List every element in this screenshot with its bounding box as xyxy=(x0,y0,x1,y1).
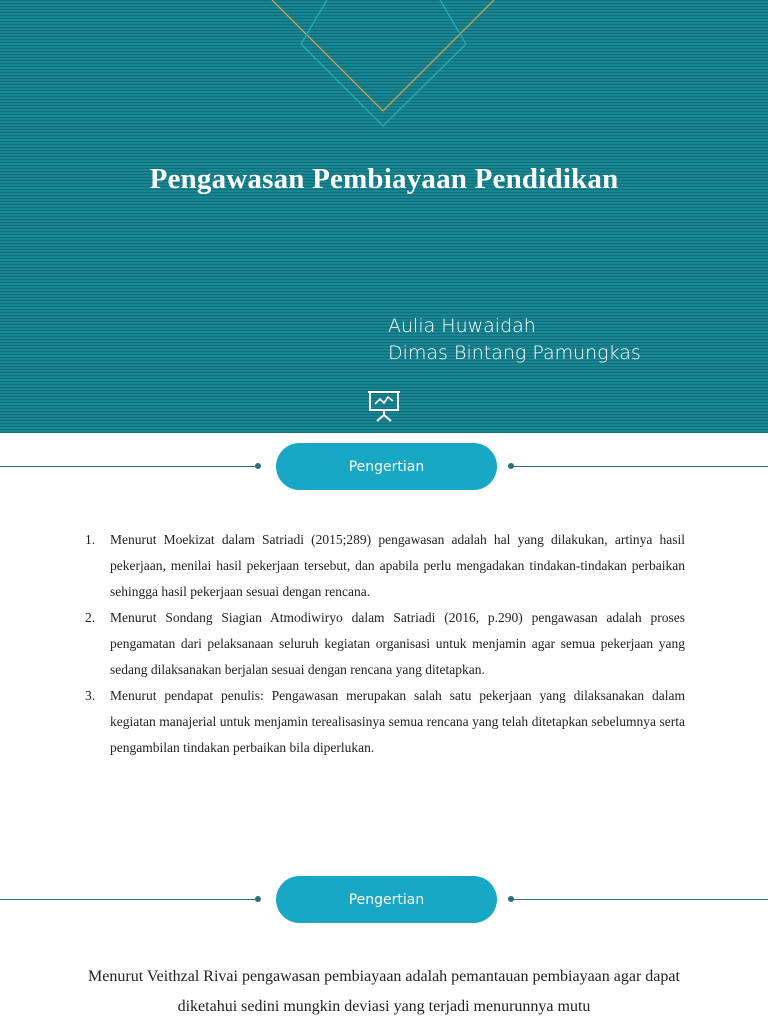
teal-diamond-outline xyxy=(301,0,466,126)
divider-dot xyxy=(255,896,261,902)
slide-title: Pengawasan Pembiayaan Pendidikan xyxy=(149,163,619,195)
decorative-diamonds xyxy=(0,0,768,433)
list-item xyxy=(85,605,685,683)
divider-line-right xyxy=(511,899,768,900)
definition-paragraph: Menurut Veithzal Rivai pengawasan pembiayaan adalah pemantauan pembiayaan agar dapat diketahui sedini mungkin deviasi yang terjadi menurunnya mutu xyxy=(88,968,680,1015)
section-label-button[interactable]: Pengertian xyxy=(276,876,497,923)
list-number: 1. xyxy=(85,532,96,547)
section-header xyxy=(0,876,768,924)
divider-line-right xyxy=(511,466,768,467)
divider-dot xyxy=(255,463,261,469)
list-item-text: Menurut Sondang Siagian Atmodiwiryo dalam Satriadi (2016, p.290) pengawasan adalah proses pengamatan dari pelaksanaan seluruh kegiatan organisasi untuk menjamin agar semua pekerjaan yang sedang dilaksanakan berjalan sesuai dengan rencana yang ditetapkan. xyxy=(110,610,685,677)
list-item-text: Menurut Moekizat dalam Satriadi (2015;289) pengawasan adalah hal yang dilakukan, artinya hasil pekerjaan, menilai hasil pekerjaan tersebut, dan apabila perlu mengadakan tindakan-tindakan perbaikan sehingga hasil pekerjaan sesuai dengan rencana. xyxy=(110,532,685,599)
presentation-board-icon xyxy=(366,388,402,424)
section-label-button[interactable]: Pengertian xyxy=(276,443,497,490)
list-number: 3. xyxy=(85,688,96,703)
author-name: Aulia Huwaidah xyxy=(388,315,536,337)
divider-line-left xyxy=(0,899,258,900)
gold-diamond-outline xyxy=(272,0,494,111)
list-item xyxy=(85,683,685,761)
author-name: Dimas Bintang Pamungkas xyxy=(388,342,641,364)
title-slide xyxy=(0,0,768,433)
definition-list xyxy=(85,527,685,761)
divider-line-left xyxy=(0,466,258,467)
list-item-text: Menurut pendapat penulis: Pengawasan merupakan salah satu pekerjaan yang dilaksanakan dalam kegiatan manajerial untuk menjamin terealisasinya semua rencana yang telah ditetapkan sebelumnya serta pengambilan tindakan perbaikan bila diperlukan. xyxy=(110,688,685,755)
section-header xyxy=(0,443,768,491)
list-number: 2. xyxy=(85,610,96,625)
list-item xyxy=(85,527,685,605)
author-list xyxy=(388,313,641,367)
